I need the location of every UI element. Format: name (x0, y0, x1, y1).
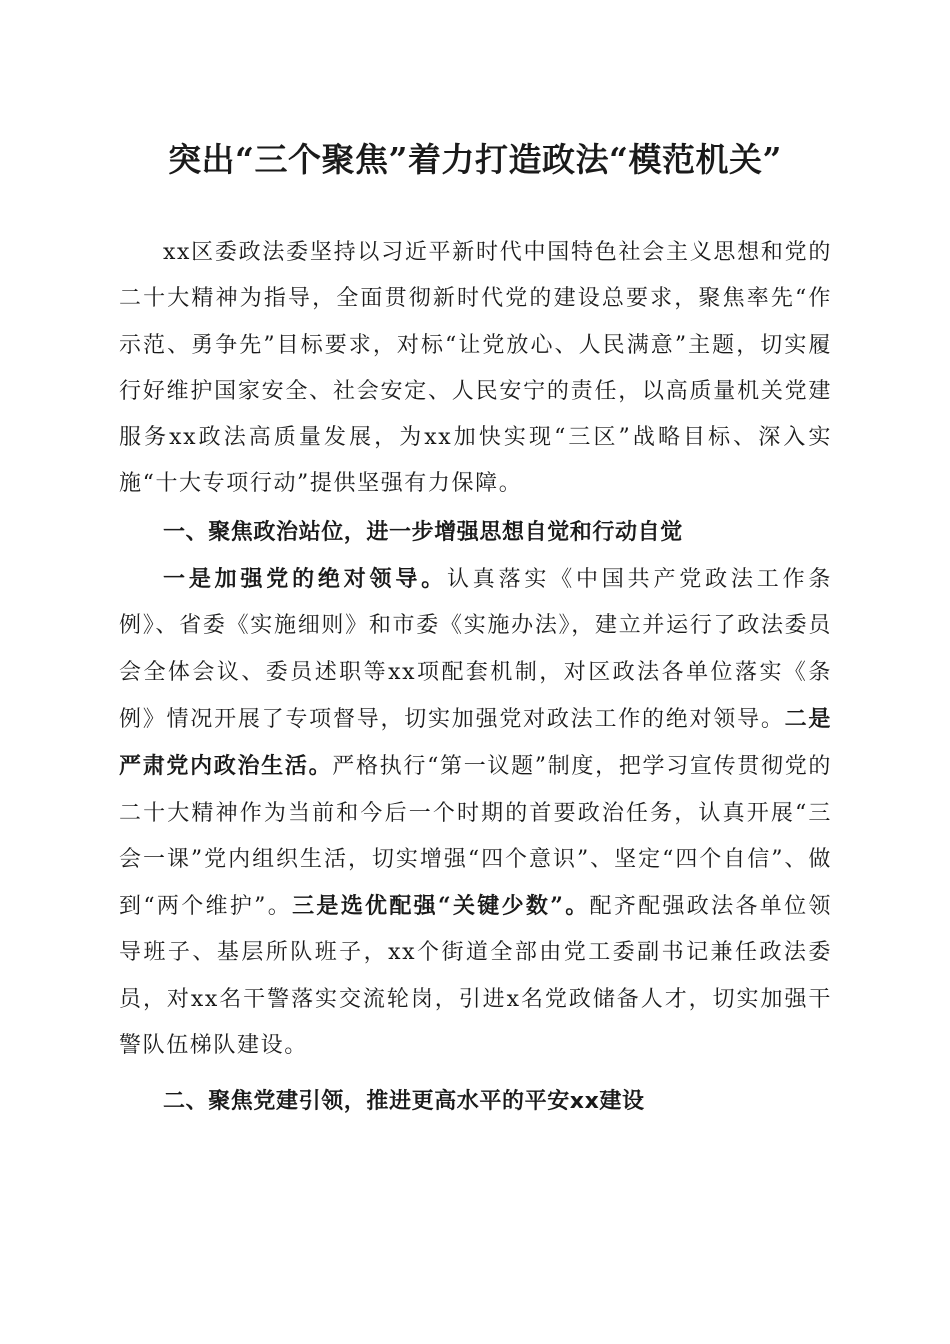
point-3-lead: 三是选优配强“关键少数”。 (292, 893, 590, 920)
point-2-lead: 二是严肃党内政治生活。 (119, 705, 832, 780)
document-body (119, 230, 832, 1126)
point-1-text: 认真落实《中国共产党政法工作条例》、省委《实施细则》和市委《实施办法》，建立并运行了政法委员会全体会议、委员述职等xx项配套机制，对区政法各单位落实《条例》情况开展了专项督导，切实加强党对政法工作的绝对领导。 (119, 567, 832, 732)
point-1-lead: 一是加强党的绝对领导。 (163, 566, 447, 593)
section-1-paragraph (119, 556, 832, 1069)
section-1-heading: 一、聚焦政治站位，进一步增强思想自觉和行动自觉 (163, 519, 683, 545)
document-title: 突出“三个聚焦”着力打造政法“模范机关” (168, 140, 782, 179)
intro-paragraph: xx区委政法委坚持以习近平新时代中国特色社会主义思想和党的二十大精神为指导，全面贯彻新时代党的建设总要求，聚焦率先“作示范、勇争先”目标要求，对标“让党放心、人民满意”主题，切实履行好维护国家安全、社会安定、人民安宁的责任，以高质量机关党建服务xx政法高质量发展，为xx加快实现“三区”战略目标、深入实施“十大专项行动”提供坚强有力保障。 (119, 240, 832, 497)
point-3-text: 配齐配强政法各单位领导班子、基层所队班子，xx个街道全部由党工委副书记兼任政法委员，对xx名干警落实交流轮岗，引进x名党政储备人才，切实加强干警队伍梯队建设。 (119, 894, 833, 1059)
point-2-text: 严格执行“第一议题”制度，把学习宣传贯彻党的二十大精神作为当前和今后一个时期的首要政治任务，认真开展“三会一课”党内组织生活，切实增强“四个意识”、坚定“四个自信”、做到“两个维护”。 (119, 754, 833, 920)
section-2-heading: 二、聚焦党建引领，推进更高水平的平安xx建设 (163, 1089, 645, 1115)
